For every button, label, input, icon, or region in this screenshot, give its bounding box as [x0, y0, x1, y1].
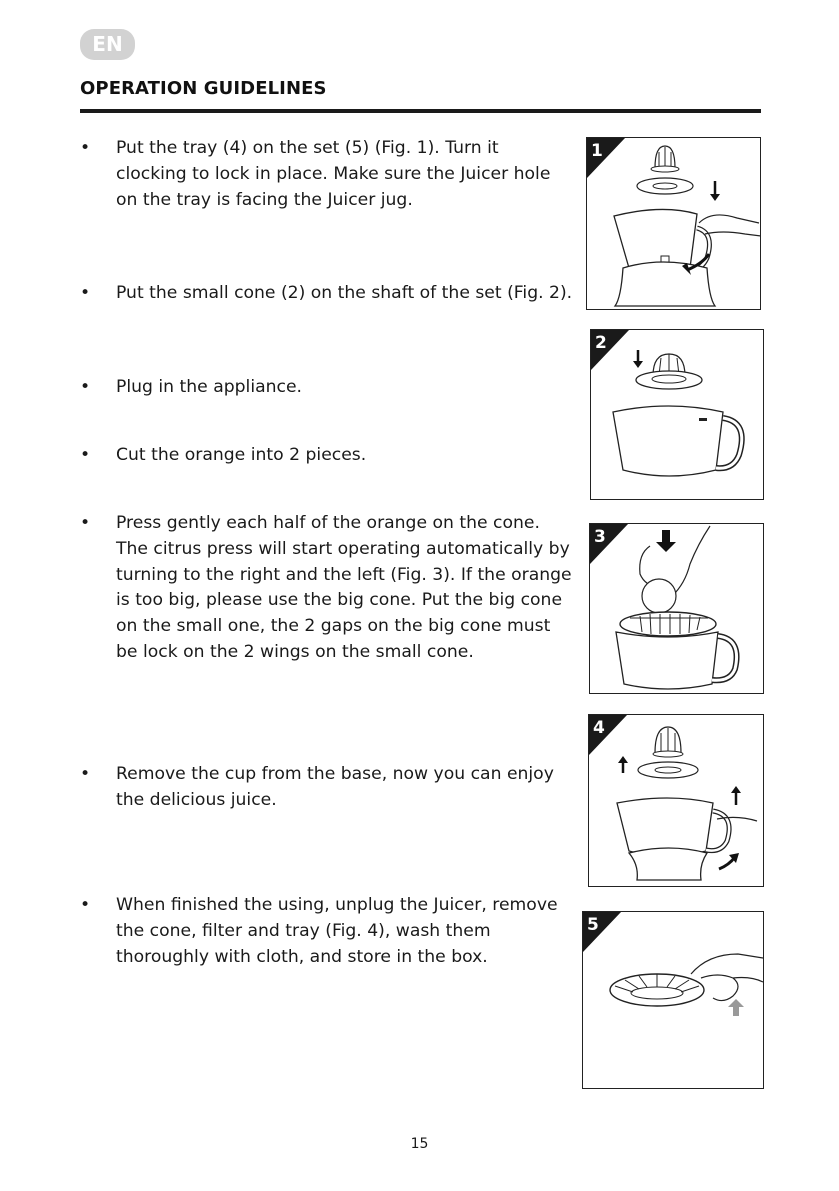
step-text: Put the tray (4) on the set (5) (Fig. 1). Turn it clocking to lock in place. Make sure the Juicer hole on the tray is facing the Juicer jug. [116, 138, 551, 210]
figure-number: 1 [591, 141, 603, 161]
step-text: Put the small cone (2) on the shaft of the set (Fig. 2). [116, 283, 573, 303]
disassembly-illustration [589, 715, 764, 887]
figure-4 [588, 714, 764, 887]
figure-1 [586, 137, 761, 310]
step-text: When finished the using, unplug the Juicer, remove the cone, filter and tray (Fig. 4), wash them thoroughly with cloth, and store in the box. [116, 895, 558, 967]
figure-3 [589, 523, 764, 694]
figure-5 [582, 911, 764, 1089]
cone-on-jug-illustration [591, 330, 764, 500]
step-text: Press gently each half of the orange on the cone. The citrus press will start operating automatically by turning to the right and the left (Fig. 3). If the orange is too big, please use the big cone. Put the big cone on the small one, the 2 gaps on the big cone must be lock on the 2 wings on the small cone. [116, 513, 572, 662]
bullet-icon: • [80, 513, 91, 533]
figure-number: 3 [594, 527, 606, 547]
figure-number: 4 [593, 718, 605, 738]
juicer-assembly-illustration [587, 138, 761, 310]
figure-2 [590, 329, 764, 500]
bullet-icon: • [80, 377, 91, 397]
bullet-icon: • [80, 764, 91, 784]
page-heading: OPERATION GUIDELINES [80, 78, 327, 99]
page-number: 15 [410, 1136, 429, 1152]
bullet-icon: • [80, 895, 91, 915]
language-badge: EN [80, 29, 135, 60]
bullet-icon: • [80, 445, 91, 465]
figure-number: 5 [587, 915, 599, 935]
heading-rule [80, 109, 761, 113]
figure-number: 2 [595, 333, 607, 353]
step-text: Cut the orange into 2 pieces. [116, 445, 367, 465]
step-text: Plug in the appliance. [116, 377, 303, 397]
step-text: Remove the cup from the base, now you can enjoy the delicious juice. [116, 764, 554, 810]
tray-removal-illustration [583, 912, 764, 1089]
pressing-orange-illustration [590, 524, 764, 694]
bullet-icon: • [80, 283, 91, 303]
bullet-icon: • [80, 138, 91, 158]
